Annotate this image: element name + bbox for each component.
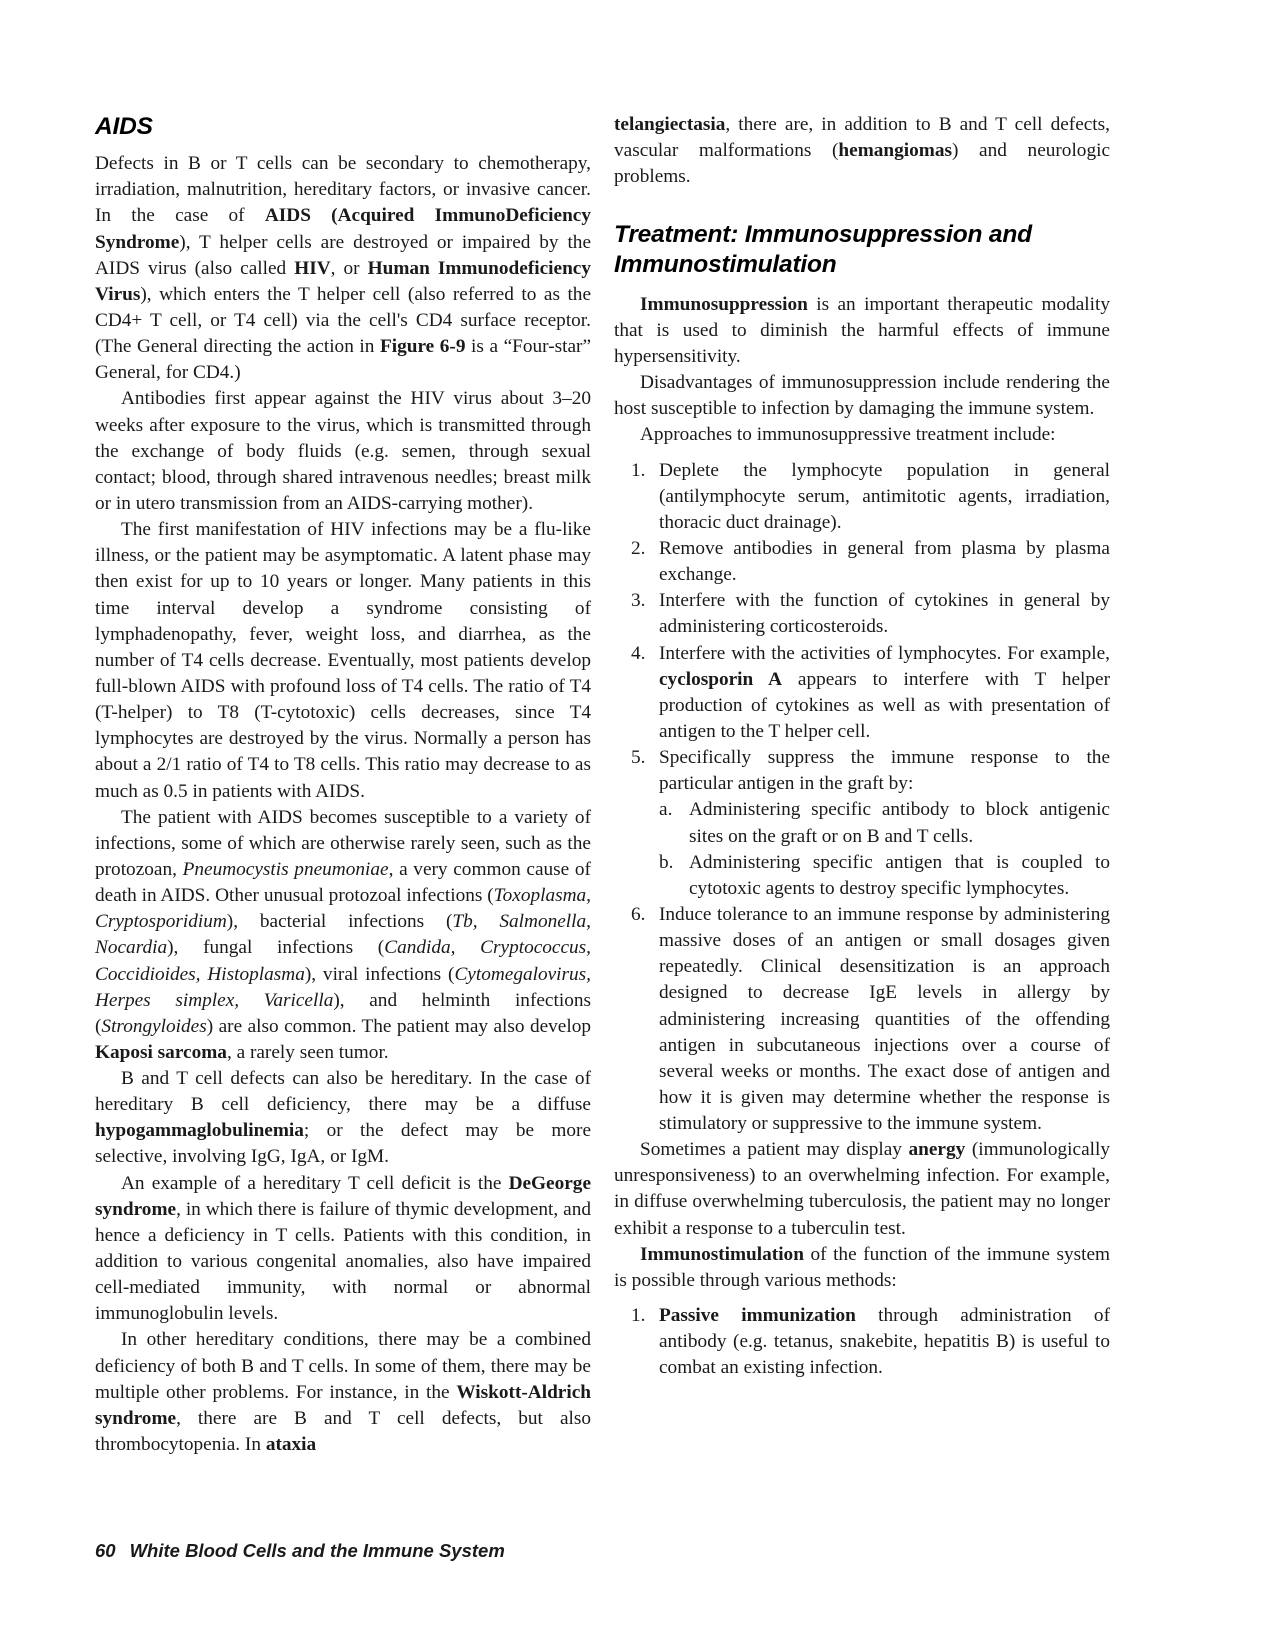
term-human-immunodeficiency-virus: Human Immunodeficiency Virus <box>95 257 591 305</box>
text-run: B and T cell defects can also be hereditary. In the case of hereditary B cell deficiency, there may be a diffuse <box>95 1068 591 1116</box>
species-helminth: Strongyloides <box>101 1015 207 1037</box>
term-degeorge-syndrome: DeGeorge syndrome <box>95 1172 591 1220</box>
term-passive-immunization: Passive immunization <box>659 1305 856 1327</box>
term-immunosuppression: Immunosuppression <box>640 293 808 315</box>
text-run: , there are B and T cell defects, but also thrombocytopenia. In <box>95 1407 591 1456</box>
paragraph-aids-intro <box>95 151 591 386</box>
text-run: , a very common cause of death in AIDS. Other unusual protozoal infections ( <box>95 858 591 907</box>
text-run: ), which enters the T helper cell (also referred to as the CD4+ T cell, or T4 cell) via the cell's CD4 surface receptor. (The General directing the action in <box>95 283 591 358</box>
text-run: of the function of the immune system is possible through various methods: <box>614 1243 1110 1291</box>
left-column <box>95 112 591 1458</box>
term-cyclosporin-a: cyclosporin A <box>659 668 783 690</box>
list-item-text: Deplete the lymphocyte population in general (antilymphocyte serum, antimitotic agents, irradiation, thoracic duct drainage). <box>659 459 1110 533</box>
text-run: is a “Four-star” General, for CD4.) <box>95 336 592 384</box>
text-run: , there are, in addition to B and T cell defects, vascular malformations ( <box>614 114 1110 162</box>
section-heading-aids: AIDS <box>95 113 153 140</box>
text-run: Interfere with the activities of lymphocytes. For example, <box>659 642 1110 664</box>
text-run: ), bacterial infections ( <box>226 911 453 933</box>
term-kaposi-sarcoma: Kaposi sarcoma <box>95 1041 227 1063</box>
sub-list-item <box>659 850 1110 902</box>
term-anergy: anergy <box>908 1139 966 1161</box>
list-item <box>614 536 1110 588</box>
term-hiv: HIV <box>294 257 331 279</box>
text-run: Sometimes a patient may display <box>640 1139 909 1161</box>
term-hypogammaglobulinemia: hypogammaglobulinemia <box>95 1120 304 1142</box>
text-run: through administration of antibody (e.g. tetanus, snakebite, hepatitis B) is useful to combat an existing infection. <box>659 1305 1110 1379</box>
term-aids-acronym: AIDS (Acquired ImmunoDeficiency Syndrome <box>95 205 591 253</box>
paragraph-opportunistic-infections <box>95 805 591 1066</box>
list-item <box>614 1303 1110 1381</box>
species-protozoal: Toxoplasma, Cryptosporidium <box>95 885 591 933</box>
list-item-text: Specifically suppress the immune response to the particular antigen in the graft by: <box>659 747 1110 795</box>
paragraph-telangiectasia-continuation <box>614 112 1110 190</box>
list-item <box>614 641 1110 746</box>
immunosuppression-approaches-list <box>614 458 1110 1138</box>
text-run: An example of a hereditary T cell deficit is the <box>121 1172 509 1194</box>
running-title: White Blood Cells and the Immune System <box>129 1540 505 1561</box>
species-bacterial: Tb, Salmonella, Nocardia <box>95 911 591 959</box>
term-ataxia: ataxia <box>265 1434 317 1456</box>
immunostimulation-methods-list <box>614 1303 1110 1381</box>
text-run: ; or the defect may be more selective, involving IgG, IgA, or IgM. <box>95 1120 591 1168</box>
text-run: ), and helminth infections ( <box>95 989 591 1037</box>
text-run: (immunologically unresponsiveness) to an overwhelming infection. For example, in diffuse overwhelming tuberculosis, the patient may no longer exhibit a response to a tuberculin test. <box>614 1139 1111 1239</box>
paragraph-antibodies: Antibodies first appear against the HIV virus about 3–20 weeks after exposure to the virus, which is transmitted through the exchange of body fluids (e.g. semen, through sexual contact; blood, through shared intravenous needles; breast milk or in utero transmission from an AIDS-carrying mother). <box>95 388 591 514</box>
right-column <box>614 112 1110 1458</box>
section-heading-treatment: Treatment: Immunosuppression and Immunostimulation <box>614 221 1032 278</box>
figure-reference: Figure 6-9 <box>379 336 466 358</box>
paragraph-first-manifestation: The first manifestation of HIV infections may be a flu-like illness, or the patient may be asymptomatic. A latent phase may then exist for up to 10 years or longer. Many patients in this time interval develop a syndrome consisting of lymphadenopathy, fever, weight loss, and diarrhea, as the number of T4 cells decrease. Eventually, most patients develop full-blown AIDS with profound loss of T4 cells. The ratio of T4 (T-helper) to T8 (T-cytotoxic) cells decreases, since T4 lymphocytes are destroyed by the virus. Normally a person has about a 2/1 ratio of T4 to T8 cells. This ratio may decrease to as much as 0.5 in patients with AIDS. <box>95 519 591 802</box>
page-number: 60 <box>95 1540 116 1561</box>
text-run: Defects in B or T cells can be secondary to chemotherapy, irradiation, malnutrition, hereditary factors, or invasive cancer. In the case of <box>95 153 591 227</box>
list-item <box>614 902 1110 1137</box>
species-pneumocystis: Pneumocystis pneumoniae <box>182 858 389 880</box>
term-immunostimulation: Immunostimulation <box>640 1243 804 1265</box>
list-item-text: Interfere with the function of cytokines in general by administering corticosteroids. <box>659 590 1110 638</box>
sub-list-item-text: Administering specific antibody to block antigenic sites on the graft or on B and T cells. <box>689 799 1110 847</box>
list-item <box>614 588 1110 640</box>
list-item <box>614 458 1110 536</box>
term-telangiectasia: telangiectasia <box>614 114 726 135</box>
species-fungal: Candida, Cryptococcus, Coccidioides, Histoplasma <box>95 937 591 985</box>
species-viral: Cytomegalovirus, Herpes simplex, Varicella <box>95 963 591 1011</box>
text-run: ), fungal infections ( <box>167 937 385 959</box>
list-item-text: Remove antibodies in general from plasma by plasma exchange. <box>659 537 1110 586</box>
text-run: , in which there is failure of thymic development, and hence a deficiency in T cells. Patients with this condition, in addition to various congenital anomalies, also have impaired cell-mediated immunity, with normal or abnormal immunoglobulin levels. <box>95 1198 591 1325</box>
text-run: ) are also common. The patient may also develop <box>206 1015 591 1037</box>
paragraph-combined-deficiency <box>95 1327 591 1458</box>
page-footer <box>95 1540 505 1562</box>
text-run: ), viral infections ( <box>304 963 455 985</box>
paragraph-degeorge <box>95 1171 591 1328</box>
term-wiskott-aldrich-syndrome: Wiskott-Aldrich syndrome <box>95 1381 591 1429</box>
list-item-text: Induce tolerance to an immune response by administering massive doses of an antigen or small dosages given repeatedly. Clinical desensitization is an approach designed to decrease IgE levels in allergy by administering increasing quantities of the offending antigen in subcutaneous injections over a course of several weeks or months. The exact dose of antigen and how it is given may determine whether the response is stimulatory or suppressive to the immune system. <box>659 903 1110 1135</box>
text-run: , or <box>330 257 368 279</box>
sub-list-item-text: Administering specific antigen that is coupled to cytotoxic agents to destroy specific lymphocytes. <box>689 851 1110 899</box>
text-run: ), T helper cells are destroyed or impaired by the AIDS virus (also called <box>95 231 591 279</box>
paragraph-immunostimulation-lead <box>614 1242 1110 1294</box>
text-run: is an important therapeutic modality that is used to diminish the harmful effects of immune hypersensitivity. <box>614 293 1110 367</box>
text-run: , a rarely seen tumor. <box>226 1041 389 1063</box>
sub-list-item <box>659 797 1110 849</box>
paragraph-anergy <box>614 1137 1110 1242</box>
text-run: ) and neurologic problems. <box>614 140 1111 188</box>
paragraph-disadvantages: Disadvantages of immunosuppression include rendering the host susceptible to infection by damaging the immune system. <box>614 372 1110 420</box>
graft-suppression-sublist <box>659 797 1110 902</box>
paragraph-immunosuppression-def <box>614 292 1110 370</box>
list-item <box>614 745 1110 902</box>
paragraph-approaches-lead: Approaches to immunosuppressive treatment include: <box>640 424 1056 446</box>
text-run: In other hereditary conditions, there may be a combined deficiency of both B and T cells. In some of them, there may be multiple other problems. For instance, in the <box>95 1329 591 1403</box>
text-run: The patient with AIDS becomes susceptible to a variety of infections, some of which are otherwise rarely seen, such as the protozoan, <box>95 806 591 880</box>
paragraph-hereditary-b-cell <box>95 1066 591 1171</box>
text-run: appears to interfere with T helper production of cytokines as well as with presentation of antigen to the T helper cell. <box>659 668 1111 742</box>
term-hemangiomas: hemangiomas <box>838 140 952 162</box>
two-column-layout <box>95 112 1110 1458</box>
